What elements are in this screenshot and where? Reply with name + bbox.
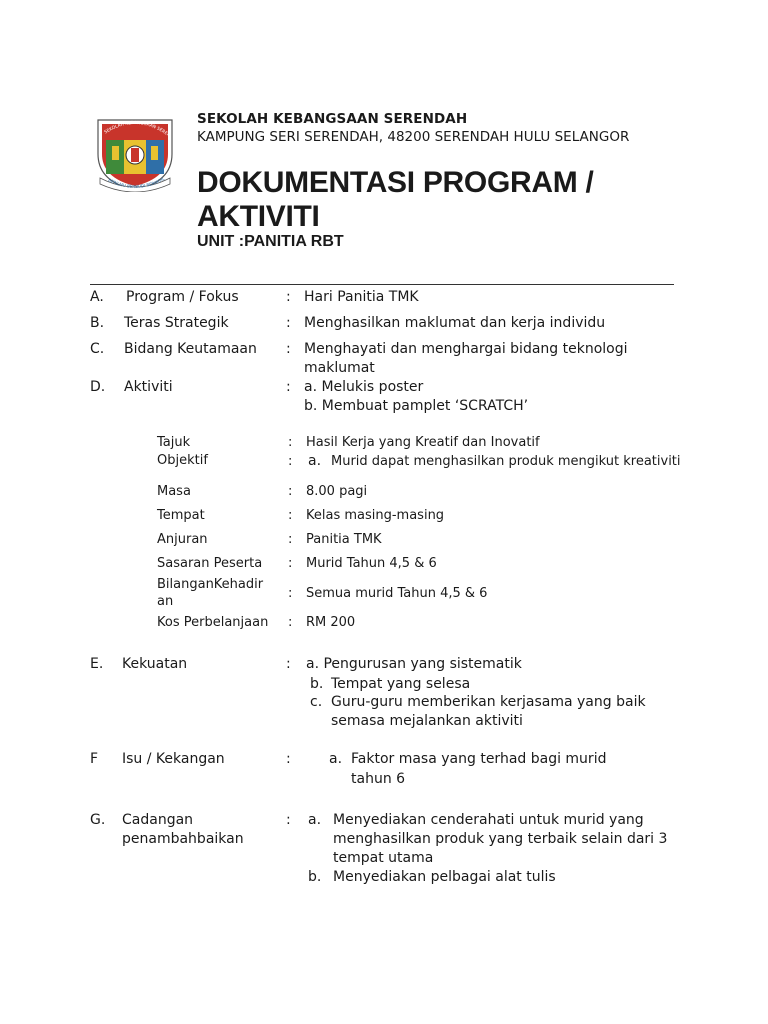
logo-text-bottom: BERILMU BERBUDI BERAKHL — [107, 175, 166, 190]
school-logo — [92, 110, 178, 192]
detail-anjuran-label: Anjuran — [157, 532, 208, 547]
section-g-letter: G. — [90, 812, 106, 828]
document-unit: UNIT :PANITIA RBT — [197, 233, 344, 250]
detail-sasaran-colon: : — [288, 556, 293, 571]
section-e-item-b: Tempat yang selesa — [331, 676, 471, 692]
section-f-item-a-line2: tahun 6 — [351, 771, 406, 787]
section-e-item-c-marker: c. — [310, 694, 323, 710]
section-g-label-line1: Cadangan — [122, 812, 194, 828]
section-c-label: Bidang Keutamaan — [124, 341, 257, 357]
school-address: KAMPUNG SERI SERENDAH, 48200 SERENDAH HULU SELANGOR — [197, 129, 630, 145]
section-e-item-c-line2: semasa mejalankan aktiviti — [331, 713, 523, 729]
detail-sasaran-value: Murid Tahun 4,5 & 6 — [306, 556, 437, 571]
detail-masa-value: 8.00 pagi — [306, 484, 368, 499]
section-c-colon: : — [286, 341, 291, 357]
detail-bilangan-label-line1: BilanganKehadir — [157, 577, 264, 592]
section-b-value: Menghasilkan maklumat dan kerja individu — [304, 315, 606, 331]
detail-bilangan-label-line2: an — [157, 594, 174, 609]
document-title-line2: AKTIVITI — [197, 200, 320, 233]
section-g-item-b: Menyediakan pelbagai alat tulis — [333, 869, 556, 885]
section-b-label: Teras Strategik — [124, 315, 229, 331]
section-e-colon: : — [286, 656, 291, 672]
section-f-colon: : — [286, 751, 291, 767]
detail-objektif-value: Murid dapat menghasilkan produk mengikut kreativiti — [331, 454, 681, 469]
section-b-letter: B. — [90, 315, 105, 331]
section-g-item-a-line1: Menyediakan cenderahati untuk murid yang — [333, 812, 644, 828]
section-g-colon: : — [286, 812, 291, 828]
section-g-item-a-line3: tempat utama — [333, 850, 434, 866]
document-title-line1: DOKUMENTASI PROGRAM / — [197, 166, 594, 199]
header-divider — [90, 284, 674, 285]
section-f-item-a-marker: a. — [329, 751, 343, 767]
document-title — [197, 166, 637, 234]
detail-tempat-label: Tempat — [157, 508, 205, 523]
detail-objektif-colon: : — [288, 454, 293, 469]
section-g-item-b-marker: b. — [308, 869, 322, 885]
section-d-label: Aktiviti — [124, 379, 173, 395]
section-f-item-a-line1: Faktor masa yang terhad bagi murid — [351, 751, 607, 767]
section-e-label: Kekuatan — [122, 656, 188, 672]
section-e-letter: E. — [90, 656, 104, 672]
detail-bilangan-colon: : — [288, 586, 293, 601]
section-a-label: Program / Fokus — [126, 289, 239, 305]
detail-kos-colon: : — [288, 615, 293, 630]
section-c-value-line1: Menghayati dan menghargai bidang teknologi — [304, 341, 628, 357]
detail-kos-label: Kos Perbelanjaan — [157, 615, 269, 630]
detail-sasaran-label: Sasaran Peserta — [157, 556, 263, 571]
detail-bilangan-value: Semua murid Tahun 4,5 & 6 — [306, 586, 488, 601]
section-d-item-b: b. Membuat pamplet ‘SCRATCH’ — [304, 398, 529, 414]
detail-objektif-label: Objektif — [157, 453, 208, 468]
detail-tempat-colon: : — [288, 508, 293, 523]
section-g-label-line2: penambahbaikan — [122, 831, 244, 847]
detail-anjuran-value: Panitia TMK — [306, 532, 382, 547]
section-a-colon: : — [286, 289, 291, 305]
section-b-colon: : — [286, 315, 291, 331]
detail-anjuran-colon: : — [288, 532, 293, 547]
detail-tempat-value: Kelas masing-masing — [306, 508, 445, 523]
detail-tajuk-value: Hasil Kerja yang Kreatif dan Inovatif — [306, 435, 540, 450]
detail-masa-colon: : — [288, 484, 293, 499]
section-e-item-c-line1: Guru-guru memberikan kerjasama yang baik — [331, 694, 646, 710]
section-g-item-a-line2: menghasilkan produk yang terbaik selain dari 3 — [333, 831, 668, 847]
section-d-colon: : — [286, 379, 291, 395]
section-a-value: Hari Panitia TMK — [304, 289, 419, 305]
detail-tajuk-label: Tajuk — [157, 435, 191, 450]
detail-kos-value: RM 200 — [306, 615, 356, 630]
section-d-item-a: a. Melukis poster — [304, 379, 424, 395]
section-e-item-a: a. Pengurusan yang sistematik — [306, 656, 522, 672]
section-g-item-a-marker: a. — [308, 812, 322, 828]
detail-objektif-marker: a. — [308, 453, 322, 469]
logo-text-top: SEKOLAH KEBANGSAAN SEREN — [103, 120, 171, 139]
section-f-letter: F — [90, 751, 99, 767]
section-a-letter: A. — [90, 289, 104, 305]
section-f-label: Isu / Kekangan — [122, 751, 225, 767]
detail-tajuk-colon: : — [288, 435, 293, 450]
section-c-letter: C. — [90, 341, 105, 357]
school-name: SEKOLAH KEBANGSAAN SERENDAH — [197, 111, 468, 127]
detail-masa-label: Masa — [157, 484, 191, 499]
section-e-item-b-marker: b. — [310, 676, 324, 692]
section-d-letter: D. — [90, 379, 106, 395]
section-c-value-line2: maklumat — [304, 360, 375, 376]
